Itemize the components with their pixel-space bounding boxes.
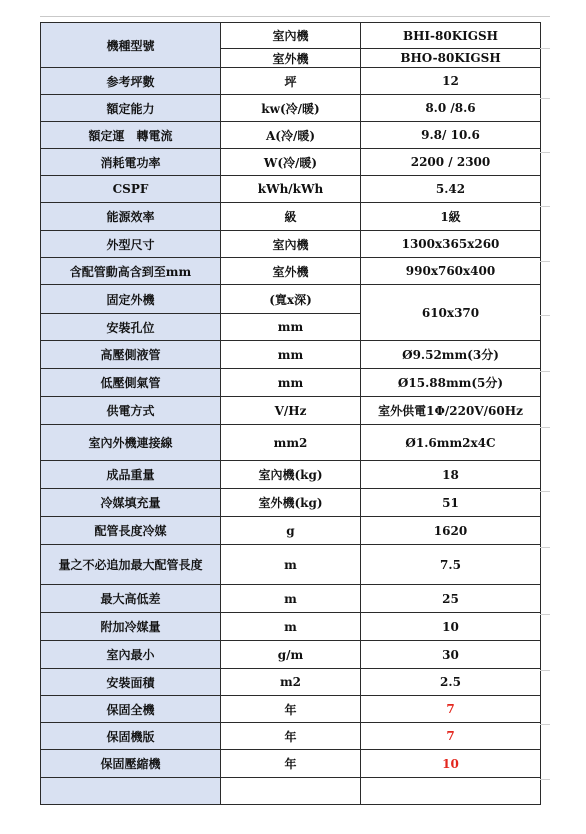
table-row <box>41 23 541 49</box>
sheet-gridline <box>540 152 550 153</box>
row-unit: g/m <box>221 641 361 669</box>
row-unit: 年 <box>221 750 361 778</box>
row-label: 附加冷媒量 <box>41 613 221 641</box>
row-unit: 室內機(kg) <box>221 461 361 489</box>
row-unit: mm <box>221 341 361 369</box>
table-row <box>41 231 541 258</box>
table-row <box>41 285 541 314</box>
table-row <box>41 750 541 778</box>
row-value: 8.0 /8.6 <box>361 95 541 122</box>
row-unit: 室外機 <box>221 258 361 285</box>
row-label: 保固全機 <box>41 696 221 723</box>
table-row <box>41 461 541 489</box>
row-label: 消耗電功率 <box>41 149 221 176</box>
row-unit: 坪 <box>221 68 361 95</box>
row-label: 配管長度冷媒 <box>41 517 221 545</box>
table-row <box>41 425 541 461</box>
sheet-gridline <box>540 724 550 725</box>
sheet-top-border <box>40 16 550 17</box>
row-value: 9.8/ 10.6 <box>361 122 541 149</box>
table-row <box>41 696 541 723</box>
row-label: CSPF <box>41 176 221 203</box>
row-value: 1級 <box>361 203 541 231</box>
row-label: 保固壓縮機 <box>41 750 221 778</box>
row-unit: (寬x深) <box>221 285 361 314</box>
sheet-gridline <box>540 670 550 671</box>
row-label: 最大高低差 <box>41 585 221 613</box>
row-unit: 室內機 <box>221 231 361 258</box>
row-label: 成品重量 <box>41 461 221 489</box>
row-value: 51 <box>361 489 541 517</box>
row-value: 5.42 <box>361 176 541 203</box>
row-unit: A(冷/暖) <box>221 122 361 149</box>
row-unit: 級 <box>221 203 361 231</box>
row-value: BHO-80KIGSH <box>361 49 541 68</box>
table-row <box>41 397 541 425</box>
row-unit: kw(冷/暖) <box>221 95 361 122</box>
row-value: 1300x365x260 <box>361 231 541 258</box>
empty-row <box>41 778 541 805</box>
row-unit: m <box>221 585 361 613</box>
row-label: 室內外機連接線 <box>41 425 221 461</box>
row-value: 1620 <box>361 517 541 545</box>
row-unit: 年 <box>221 696 361 723</box>
row-unit: 室外機(kg) <box>221 489 361 517</box>
sheet-gridline <box>540 779 550 780</box>
row-value: 25 <box>361 585 541 613</box>
row-value: 990x760x400 <box>361 258 541 285</box>
row-unit: kWh/kWh <box>221 176 361 203</box>
empty-cell <box>41 778 221 805</box>
row-unit: m <box>221 613 361 641</box>
sheet-gridline <box>540 427 550 428</box>
row-label: 固定外機 <box>41 285 221 314</box>
row-value: Ø15.88mm(5分) <box>361 369 541 397</box>
sheet-gridline <box>540 48 550 49</box>
row-label: 高壓側液管 <box>41 341 221 369</box>
table-row <box>41 641 541 669</box>
row-unit: 年 <box>221 723 361 750</box>
row-value: 30 <box>361 641 541 669</box>
sheet-gridline <box>540 206 550 207</box>
row-unit: mm <box>221 314 361 341</box>
row-value: Ø9.52mm(3分) <box>361 341 541 369</box>
table-row <box>41 723 541 750</box>
row-unit: m2 <box>221 669 361 696</box>
sheet-gridline <box>540 614 550 615</box>
spec-table <box>40 22 541 805</box>
row-value: BHI-80KIGSH <box>361 23 541 49</box>
row-label: 額定運 轉電流 <box>41 122 221 149</box>
row-label: 外型尺寸 <box>41 231 221 258</box>
row-value: 7 <box>361 696 541 723</box>
table-row <box>41 95 541 122</box>
row-value: 7.5 <box>361 545 541 585</box>
row-value: Ø1.6mm2x4C <box>361 425 541 461</box>
row-label: 額定能力 <box>41 95 221 122</box>
sheet-gridline <box>540 547 550 548</box>
empty-cell <box>221 778 361 805</box>
row-label: 能源效率 <box>41 203 221 231</box>
row-label: 保固機版 <box>41 723 221 750</box>
row-label: 量之不必追加最大配管長度 <box>41 545 221 585</box>
row-label: 低壓側氣管 <box>41 369 221 397</box>
table-row <box>41 203 541 231</box>
table-row <box>41 669 541 696</box>
table-row <box>41 122 541 149</box>
row-label: 安裝孔位 <box>41 314 221 341</box>
row-unit: mm <box>221 369 361 397</box>
table-row <box>41 341 541 369</box>
sheet-gridline <box>540 261 550 262</box>
table-row <box>41 258 541 285</box>
row-label: 室內最小 <box>41 641 221 669</box>
row-value: 2200 / 2300 <box>361 149 541 176</box>
row-unit: mm2 <box>221 425 361 461</box>
row-unit: W(冷/暖) <box>221 149 361 176</box>
row-value: 10 <box>361 613 541 641</box>
row-label: 機種型號 <box>41 23 221 68</box>
row-unit: g <box>221 517 361 545</box>
sheet-gridline <box>540 98 550 99</box>
row-value: 室外供電1Φ/220V/60Hz <box>361 397 541 425</box>
row-value: 18 <box>361 461 541 489</box>
row-unit: m <box>221 545 361 585</box>
row-value: 610x370 <box>361 285 541 341</box>
sheet-gridline <box>540 315 550 316</box>
row-label: 冷媒填充量 <box>41 489 221 517</box>
row-value: 2.5 <box>361 669 541 696</box>
table-row <box>41 517 541 545</box>
row-value: 10 <box>361 750 541 778</box>
row-value: 7 <box>361 723 541 750</box>
table-row <box>41 149 541 176</box>
row-unit: V/Hz <box>221 397 361 425</box>
sheet-gridline <box>540 491 550 492</box>
table-row <box>41 68 541 95</box>
row-unit: 室內機 <box>221 23 361 49</box>
row-value: 12 <box>361 68 541 95</box>
table-row <box>41 545 541 585</box>
table-row <box>41 369 541 397</box>
row-label: 安裝面積 <box>41 669 221 696</box>
row-label: 参考坪數 <box>41 68 221 95</box>
row-label: 含配管動高含到至mm <box>41 258 221 285</box>
table-row <box>41 489 541 517</box>
table-row <box>41 585 541 613</box>
table-row <box>41 613 541 641</box>
row-label: 供電方式 <box>41 397 221 425</box>
empty-cell <box>361 778 541 805</box>
table-row <box>41 176 541 203</box>
sheet-gridline <box>540 371 550 372</box>
row-unit: 室外機 <box>221 49 361 68</box>
